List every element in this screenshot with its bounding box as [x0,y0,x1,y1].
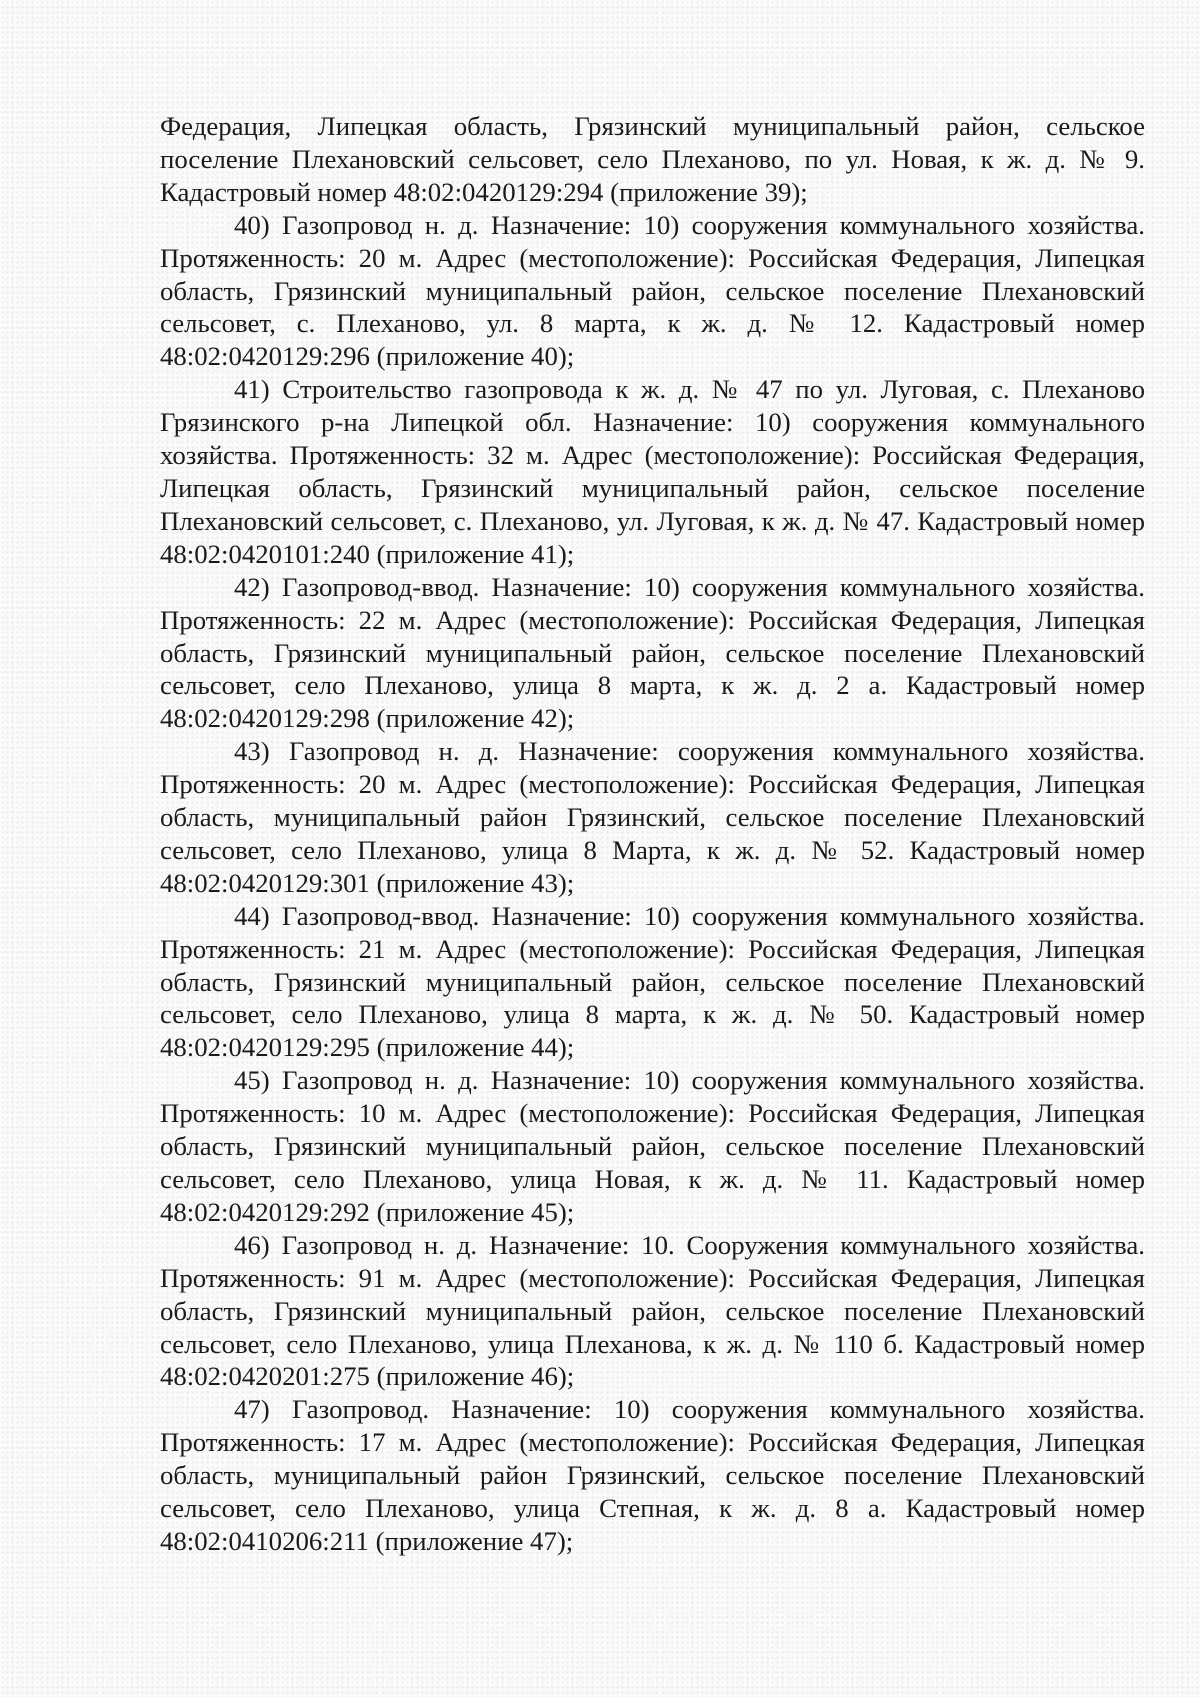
paragraph-item-44: 44) Газопровод-ввод. Назначение: 10) сооружения коммунального хозяйства. Протяженность: 21 м. Адрес (местоположение): Российская Федерация, Липецкая область, Грязинский муниципальный район, сельское поселение Плехановский сельсовет, село Плеханово, улица 8 марта, к ж. д. № 50. Кадастровый номер 48:02:0420129:295 (приложение 44); [160,900,1145,1063]
paragraph-item-41: 41) Строительство газопровода к ж. д. № 47 по ул. Луговая, с. Плеханово Грязинского р-на Липецкой обл. Назначение: 10) сооружения коммунального хозяйства. Протяженность: 32 м. Адрес (местоположение): Российская Федерация, Липецкая область, Грязинский муниципальный район, сельское поселение Плехановский сельсовет, с. Плеханово, ул. Луговая, к ж. д. № 47. Кадастровый номер 48:02:0420101:240 (приложение 41); [160,374,1145,569]
paragraph-continued-39: Федерация, Липецкая область, Грязинский муниципальный район, сельское поселение Плехановский сельсовет, село Плеханово, по ул. Новая, к ж. д. № 9. Кадастровый номер 48:02:0420129:294 (приложение 39); [160,111,1145,207]
paragraph-item-40: 40) Газопровод н. д. Назначение: 10) сооружения коммунального хозяйства. Протяженность: 20 м. Адрес (местоположение): Российская Федерация, Липецкая область, Грязинский муниципальный район, сельское поселение Плехановский сельсовет, с. Плеханово, ул. 8 марта, к ж. д. № 12. Кадастровый номер 48:02:0420129:296 (приложение 40); [160,209,1145,372]
paragraph-item-43: 43) Газопровод н. д. Назначение: сооружения коммунального хозяйства. Протяженность: 20 м. Адрес (местоположение): Российская Федерация, Липецкая область, муниципальный район Грязинский, сельское поселение Плехановский сельсовет, село Плеханово, улица 8 Марта, к ж. д. № 52. Кадастровый номер 48:02:0420129:301 (приложение 43); [160,736,1145,898]
paragraph-item-42: 42) Газопровод-ввод. Назначение: 10) сооружения коммунального хозяйства. Протяженность: 22 м. Адрес (местоположение): Российская Федерация, Липецкая область, Грязинский муниципальный район, сельское поселение Плехановский сельсовет, село Плеханово, улица 8 марта, к ж. д. 2 а. Кадастровый номер 48:02:0420129:298 (приложение 42); [160,571,1145,734]
document-body [160,110,1145,1558]
paragraph-item-46: 46) Газопровод н. д. Назначение: 10. Сооружения коммунального хозяйства. Протяженность: 91 м. Адрес (местоположение): Российская Федерация, Липецкая область, Грязинский муниципальный район, сельское поселение Плехановский сельсовет, село Плеханово, улица Плеханова, к ж. д. № 110 б. Кадастровый номер 48:02:0420201:275 (приложение 46); [160,1229,1145,1392]
paragraph-item-47: 47) Газопровод. Назначение: 10) сооружения коммунального хозяйства. Протяженность: 17 м. Адрес (местоположение): Российская Федерация, Липецкая область, муниципальный район Грязинский, сельское поселение Плехановский сельсовет, село Плеханово, улица Степная, к ж. д. 8 а. Кадастровый номер 48:02:0410206:211 (приложение 47); [160,1394,1145,1556]
paragraph-item-45: 45) Газопровод н. д. Назначение: 10) сооружения коммунального хозяйства. Протяженность: 10 м. Адрес (местоположение): Российская Федерация, Липецкая область, Грязинский муниципальный район, сельское поселение Плехановский сельсовет, село Плеханово, улица Новая, к ж. д. № 11. Кадастровый номер 48:02:0420129:292 (приложение 45); [160,1065,1145,1227]
